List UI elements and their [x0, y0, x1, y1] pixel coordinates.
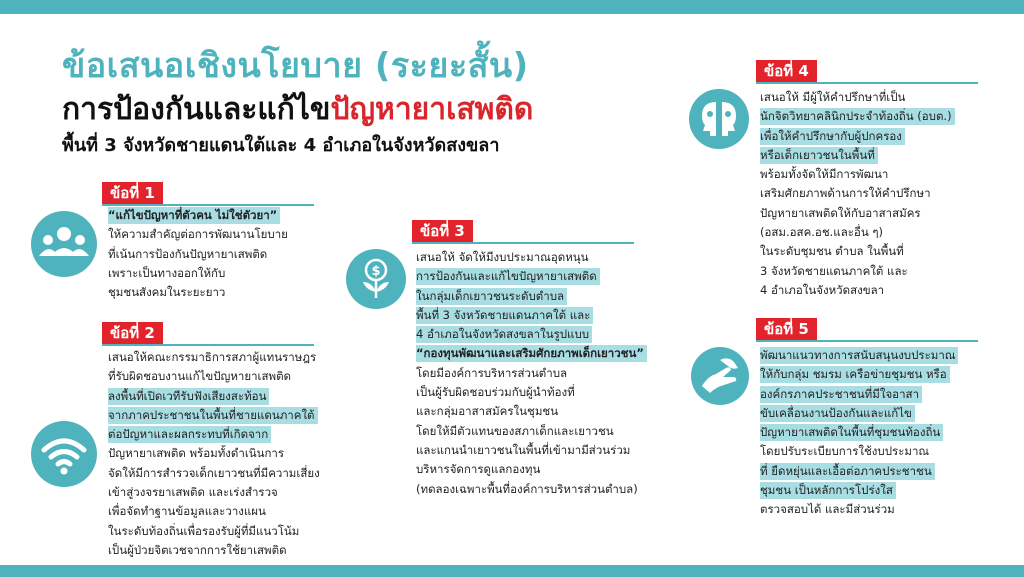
text-line: เพื่อให้คำปรึกษากับผู้ปกครอง — [760, 127, 955, 146]
proposal-2-text — [108, 348, 323, 560]
text-line: องค์กรภาคประชาชนที่มีใจอาสา — [760, 385, 958, 404]
text-line: ที่รับผิดชอบงานแก้ไขปัญหายาเสพติด — [108, 369, 292, 384]
text-line: เป็นผู้ป่วยจิตเวชจากการใช้ยาเสพติด — [108, 542, 287, 557]
text-line: เพราะเป็นทางออกให้กับ — [108, 265, 226, 280]
text-line: ให้ความสำคัญต่อการพัฒนานโยบาย — [108, 227, 288, 242]
text-line: เพื่อจัดทำฐานข้อมูลและวางแผน — [108, 504, 266, 519]
text-line: เสริมศักยภาพด้านการให้คำปรึกษา — [760, 186, 931, 201]
text-line: บริหารจัดการดูแลกองทุน — [416, 462, 541, 477]
text-line: ปัญหายาเสพติดในพื้นที่ชุมชนท้องถิ่น — [760, 423, 958, 442]
text-line: 4 อำเภอในจังหวัดสงขลาในรูปแบบ — [416, 325, 647, 344]
text-line: จัดให้มีการสำรวจเด็กเยาวชนที่มีความเสี่ยง — [108, 465, 320, 480]
text-line: นักจิตวิทยาคลินิกประจำท้องถิ่น (อบต.) — [760, 107, 955, 126]
money-plant-icon — [345, 248, 407, 310]
page-title: ข้อเสนอเชิงนโยบาย (ระยะสั้น) — [62, 46, 529, 86]
text-line: ตรวจสอบได้ และมีส่วนร่วม — [760, 502, 895, 517]
proposal-2-tag: ข้อที่ 2 — [102, 322, 163, 344]
text-line: พัฒนาแนวทางการสนับสนุนงบประมาณ — [760, 346, 958, 365]
wifi-broadcast-icon — [30, 420, 98, 488]
text-line: ที่ ยืดหยุ่นและเอื้อต่อภาคประชาชน — [760, 462, 958, 481]
proposal-4-underline — [756, 82, 978, 84]
text-line: หรือเด็กเยาวชนในพื้นที่ — [760, 146, 955, 165]
text-line: พื้นที่ 3 จังหวัดชายแดนภาคใต้ และ — [416, 306, 647, 325]
page-subtitle — [62, 86, 533, 133]
text-line: การป้องกันและแก้ไขปัญหายาเสพติด — [416, 267, 647, 286]
top-band — [0, 0, 1024, 14]
text-line: โดยมีองค์การบริหารส่วนตำบล — [416, 365, 568, 380]
text-line: เสนอให้คณะกรรมาธิการสภาผู้แทนราษฎร — [108, 350, 317, 364]
text-line: “แก้ไขปัญหาที่ตัวคน ไม่ใช่ตัวยา” — [108, 206, 291, 225]
text-line: จากภาคประชาชนในพื้นที่ชายแดนภาคใต้ — [108, 406, 323, 425]
proposal-5-text — [760, 346, 958, 520]
text-line: ปัญหายาเสพติดให้กับอาสาสมัคร — [760, 205, 921, 220]
text-line: ปัญหายาเสพติด พร้อมทั้งดำเนินการ — [108, 446, 285, 461]
text-line: และกลุ่มอาสาสมัครในชุมชน — [416, 404, 559, 419]
text-line: ชุมชน เป็นหลักการโปร่งใส — [760, 481, 958, 500]
area-line: พื้นที่ 3 จังหวัดชายแดนใต้และ 4 อำเภอในจังหวัดสงขลา — [62, 135, 500, 156]
text-line: ในกลุ่มเด็กเยาวชนระดับตำบล — [416, 287, 647, 306]
text-line: โดยปรับระเบียบการใช้งบประมาณ — [760, 444, 930, 459]
text-line: ลงพื้นที่เปิดเวทีรับฟังเสียงสะท้อน — [108, 387, 323, 406]
proposal-5-tag: ข้อที่ 5 — [756, 318, 817, 340]
proposal-3-text — [416, 248, 647, 499]
text-line: เป็นผู้รับผิดชอบร่วมกับผู้นำท้องที่ — [416, 385, 575, 400]
text-line: (อสม.อสค.อช.และอื่น ๆ) — [760, 225, 884, 240]
text-line: โดยให้มีตัวแทนของสภาเด็กและเยาวชน — [416, 423, 614, 438]
proposal-4-tag: ข้อที่ 4 — [756, 60, 817, 82]
text-line: พร้อมทั้งจัดให้มีการพัฒนา — [760, 167, 889, 182]
heads-dialogue-icon — [688, 88, 750, 150]
proposal-3-underline — [412, 242, 634, 244]
text-line: ในระดับชุมชน ตำบล ในพื้นที่ — [760, 244, 904, 259]
text-line: ต่อปัญหาและผลกระทบที่เกิดจาก — [108, 425, 323, 444]
text-line: เสนอให้ จัดให้มีงบประมาณอุดหนุน — [416, 250, 589, 264]
subtitle-highlight: ปัญหายาเสพติด — [330, 92, 534, 127]
text-line: “กองทุนพัฒนาและเสริมศักยภาพเด็กเยาวชน” — [416, 344, 647, 363]
proposal-3-tag: ข้อที่ 3 — [412, 220, 473, 242]
text-line: เข้าสู่วงจรยาเสพติด และเร่งสำรวจ — [108, 485, 278, 500]
helping-hand-icon — [690, 346, 750, 406]
text-line: ให้กับกลุ่ม ชมรม เครือข่ายชุมชน หรือ — [760, 365, 958, 384]
subtitle-text: การป้องกันและแก้ไข — [62, 92, 331, 127]
people-group-icon — [30, 210, 98, 278]
bottom-band — [0, 565, 1024, 577]
text-line: ขับเคลื่อนงานป้องกันและแก้ไข — [760, 404, 958, 423]
proposal-5-underline — [756, 340, 978, 342]
text-line: และแกนนำเยาวชนในพื้นที่เข้ามามีส่วนร่วม — [416, 442, 631, 457]
text-line: (ทดลองเฉพาะพื้นที่องค์การบริหารส่วนตำบล) — [416, 481, 638, 496]
text-line: ที่เน้นการป้องกันปัญหายาเสพติด — [108, 246, 268, 261]
text-line: เสนอให้ มีผู้ให้คำปรึกษาที่เป็น — [760, 90, 906, 104]
text-line: 4 อำเภอในจังหวัดสงขลา — [760, 282, 885, 297]
proposal-1-text — [108, 206, 291, 302]
text-line: ในระดับท้องถิ่นเพื่อรองรับผู้ที่มีแนวโน้ม — [108, 523, 300, 538]
proposal-4-text — [760, 88, 955, 300]
proposal-2-underline — [102, 344, 314, 346]
text-line: 3 จังหวัดชายแดนภาคใต้ และ — [760, 263, 908, 278]
text-line: ชุมชนสังคมในระยะยาว — [108, 285, 226, 300]
svg-text:$: $ — [371, 264, 381, 279]
proposal-1-tag: ข้อที่ 1 — [102, 182, 163, 204]
